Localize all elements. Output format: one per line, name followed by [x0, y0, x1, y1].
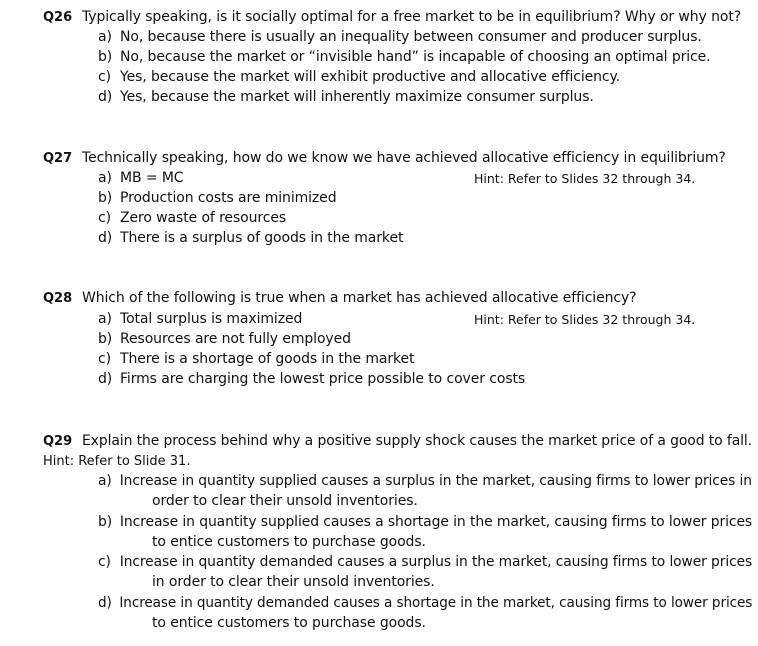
- question-text: Which of the following is true when a market has achieved allocative efficiency?: [82, 290, 637, 306]
- option-c: c) There is a shortage of goods in the market: [98, 351, 415, 367]
- option-b: b) Resources are not fully employed: [98, 331, 351, 347]
- question-number: Q27: [43, 151, 73, 166]
- question-number: Q28: [43, 291, 73, 306]
- option-c: c) Zero waste of resources: [98, 210, 287, 226]
- option-d-continuation: to entice customers to purchase goods.: [152, 615, 426, 631]
- option-a-continuation: order to clear their unsold inventories.: [152, 493, 418, 509]
- option-a: a) MB = MC: [98, 170, 184, 186]
- option-d: d) Increase in quantity demanded causes a shortage in the market, causing firms to lower prices: [98, 595, 753, 611]
- question-number: Q29: [43, 434, 73, 449]
- hint-text: Hint: Refer to Slides 32 through 34.: [474, 312, 696, 327]
- option-b: b) Production costs are minimized: [98, 190, 337, 206]
- option-b: b) Increase in quantity supplied causes a shortage in the market, causing firms to lower prices: [98, 514, 753, 530]
- option-b: b) No, because the market or “invisible hand” is incapable of choosing an optimal price.: [98, 49, 711, 65]
- option-c: c) Yes, because the market will exhibit productive and allocative efficiency.: [98, 69, 621, 85]
- option-d: d) Yes, because the market will inherently maximize consumer surplus.: [98, 89, 594, 105]
- option-c-continuation: in order to clear their unsold inventories.: [152, 574, 435, 590]
- hint-text: Hint: Refer to Slide 31.: [43, 454, 191, 469]
- question-text: Explain the process behind why a positive supply shock causes the market price of a good to fall.: [82, 433, 753, 449]
- option-b-continuation: to entice customers to purchase goods.: [152, 534, 426, 550]
- option-a: a) Increase in quantity supplied causes a surplus in the market, causing firms to lower prices in: [98, 473, 752, 489]
- hint-text: Hint: Refer to Slides 32 through 34.: [474, 171, 696, 186]
- option-d: d) Firms are charging the lowest price possible to cover costs: [98, 371, 526, 387]
- question-text: Technically speaking, how do we know we have achieved allocative efficiency in equilibrium?: [82, 150, 726, 166]
- option-a: a) Total surplus is maximized: [98, 311, 303, 327]
- option-c: c) Increase in quantity demanded causes a surplus in the market, causing firms to lower prices: [98, 554, 753, 570]
- option-d: d) There is a surplus of goods in the market: [98, 230, 404, 246]
- option-a: a) No, because there is usually an inequality between consumer and producer surplus.: [98, 29, 702, 45]
- question-text: Typically speaking, is it socially optimal for a free market to be in equilibrium? Why or why not?: [82, 9, 742, 25]
- question-number: Q26: [43, 10, 73, 25]
